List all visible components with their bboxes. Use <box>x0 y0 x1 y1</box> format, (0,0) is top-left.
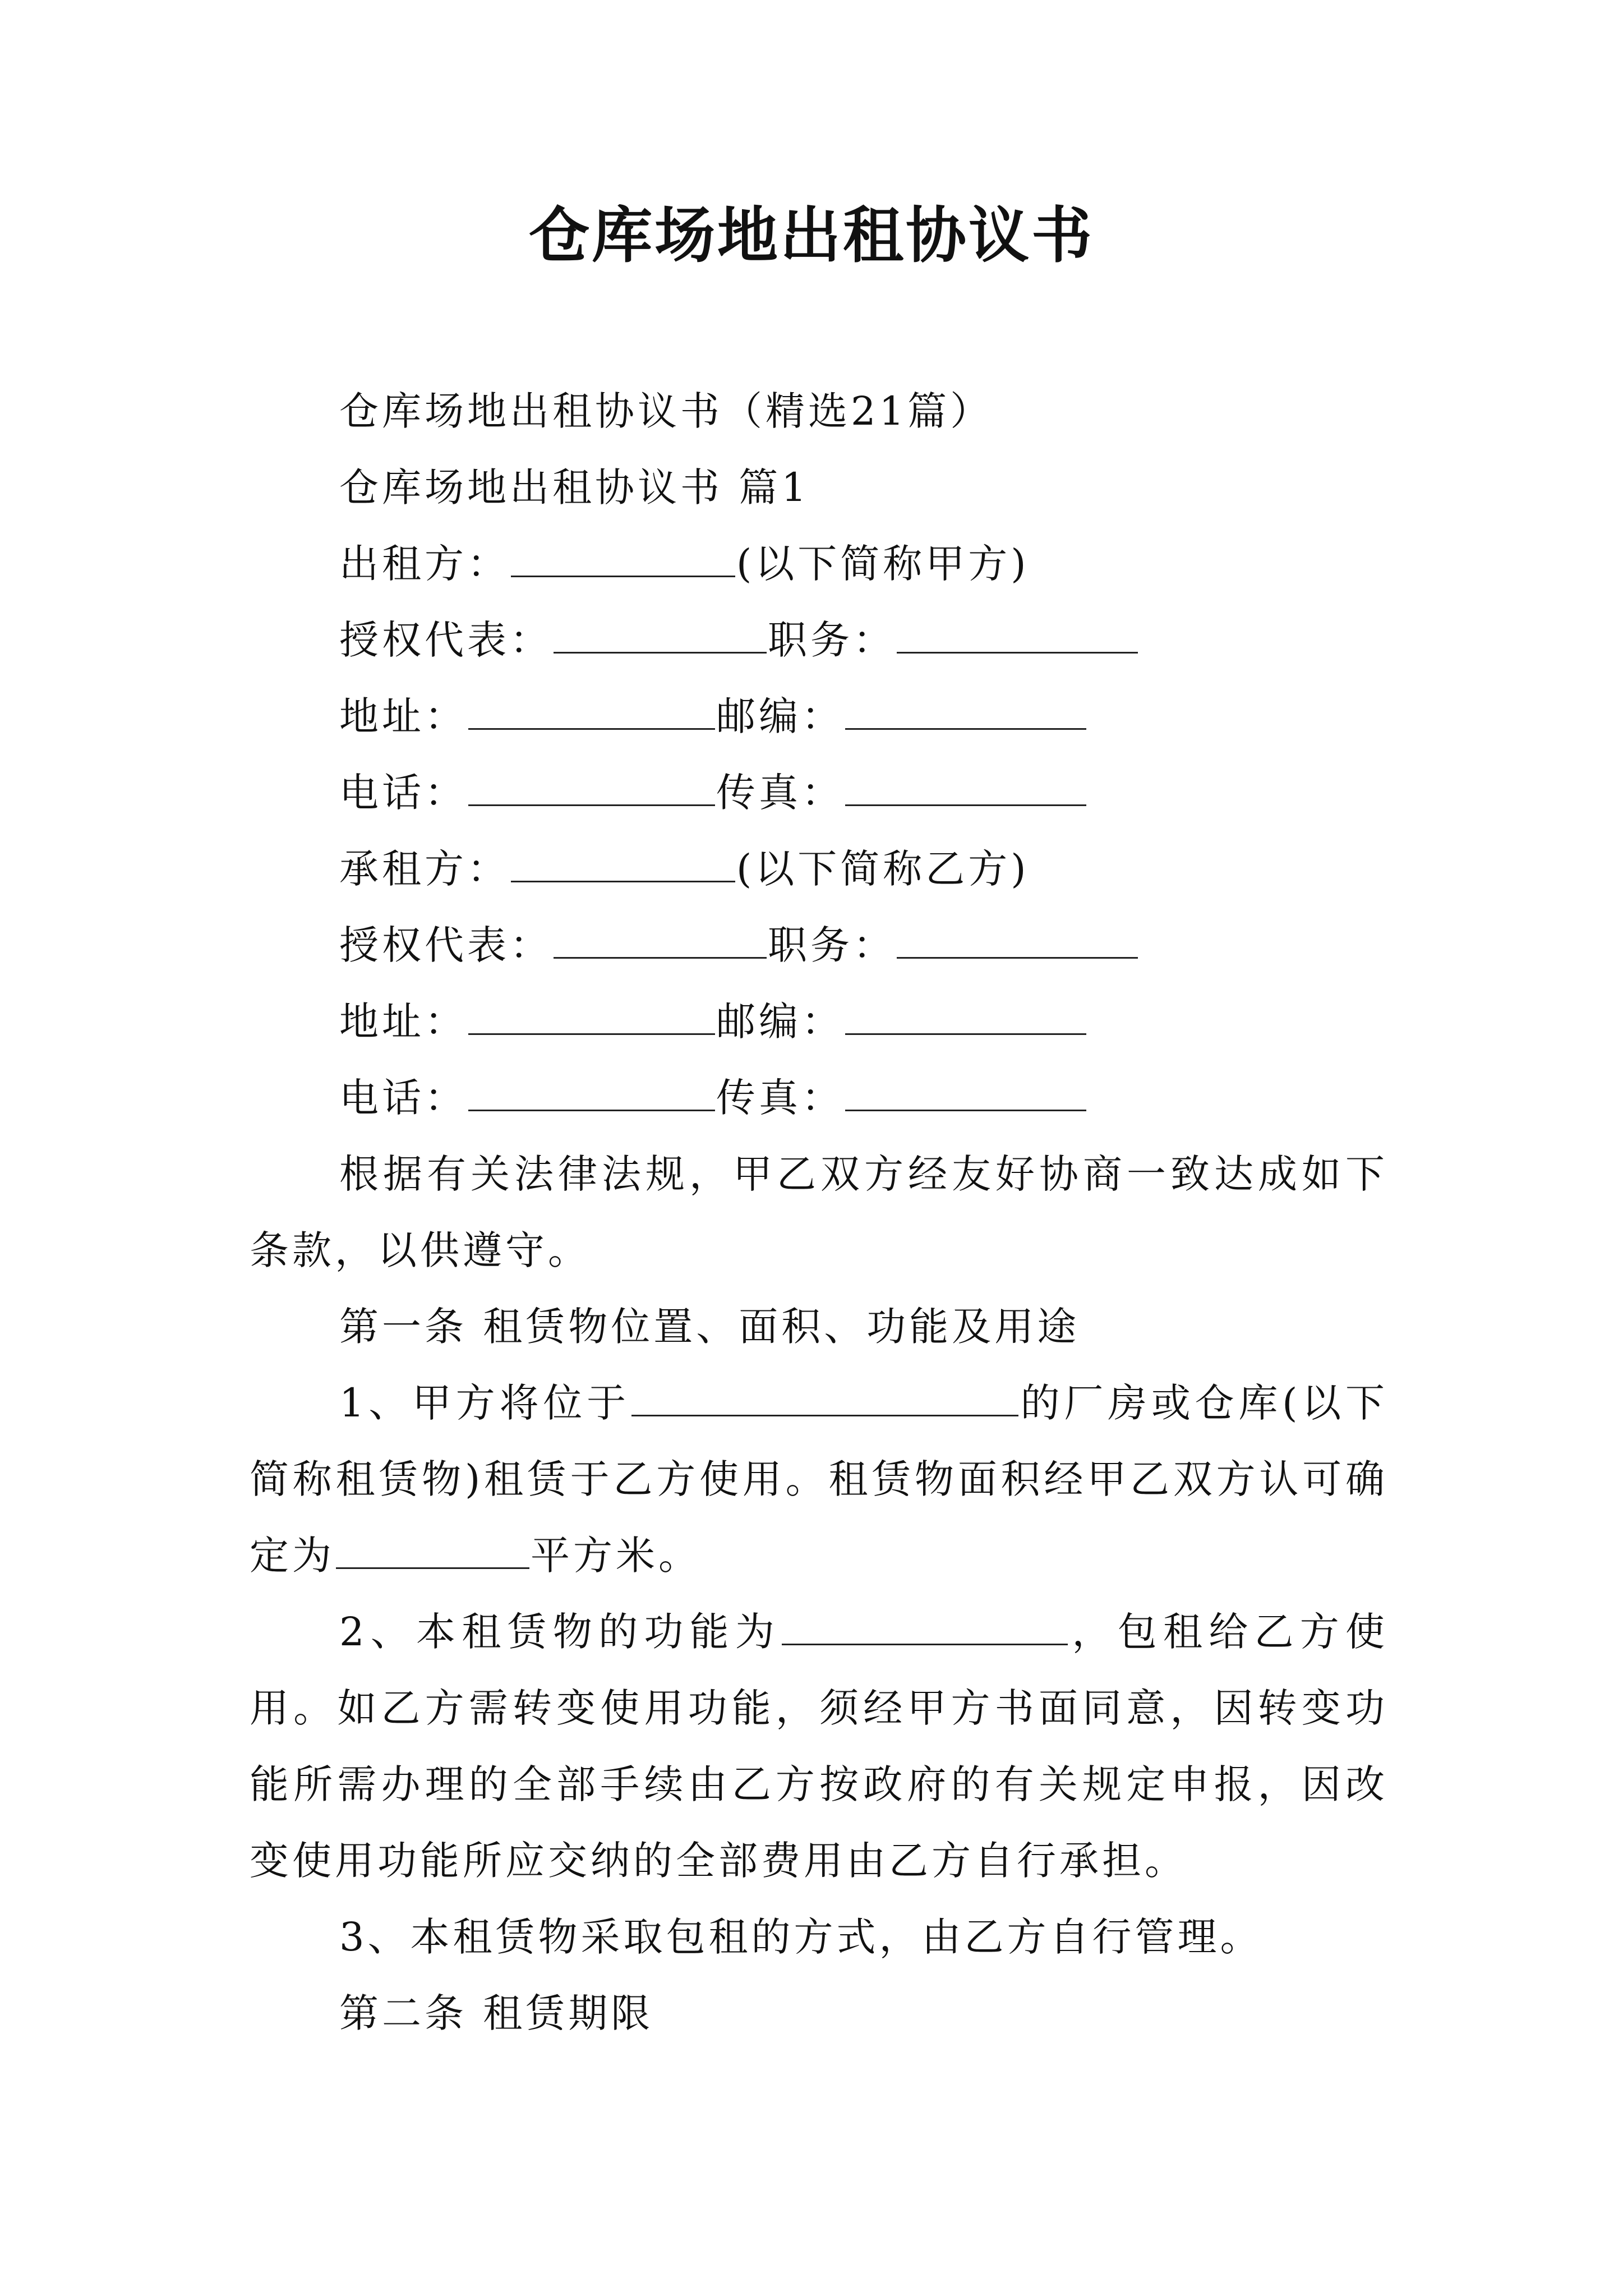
document-body <box>250 373 1388 2051</box>
lessee-address-label: 地址： <box>339 999 467 1045</box>
lessee-postcode-label: 邮编： <box>716 999 844 1045</box>
clause1-item1-text-c: 平方米。 <box>531 1533 701 1579</box>
clause1-item2-text-a: 2、本租赁物的功能为 <box>339 1609 781 1655</box>
lessor-position-blank <box>897 613 1138 654</box>
lessee-line <box>250 831 1388 907</box>
lessor-fax-label: 传真： <box>716 770 844 816</box>
lessee-label: 承租方： <box>339 846 510 892</box>
document-title: 仓库场地出租协议书 <box>528 200 1094 271</box>
lessor-suffix: (以下简称甲方) <box>736 541 1030 587</box>
lessor-phone-blank <box>468 765 715 806</box>
lessee-rep-line <box>250 907 1388 983</box>
lessee-address-blank <box>468 994 715 1035</box>
lessor-postcode-label: 邮编： <box>716 693 844 739</box>
lessor-phone-line <box>250 754 1388 831</box>
lessee-rep-blank <box>554 918 767 959</box>
clause1-item1-text-a: 1、甲方将位于 <box>339 1380 630 1426</box>
lessee-phone-line <box>250 1060 1388 1136</box>
article-heading: 仓库场地出租协议书 篇1 <box>339 464 810 510</box>
clause2-heading: 第二条 租赁期限 <box>339 1990 654 2036</box>
lessor-address-label: 地址： <box>339 693 467 739</box>
lessor-address-line <box>250 678 1388 754</box>
clause1-item3: 3、本租赁物采取包租的方式，由乙方自行管理。 <box>339 1914 1263 1960</box>
lessee-address-line <box>250 983 1388 1060</box>
clause1-heading: 第一条 租赁物位置、面积、功能及用途 <box>339 1304 1080 1350</box>
location-blank <box>631 1375 1018 1416</box>
lessor-rep-blank <box>554 613 767 654</box>
lessor-fax-blank <box>845 765 1086 806</box>
lessor-rep-line <box>250 602 1388 678</box>
lessee-fax-label: 传真： <box>716 1075 844 1121</box>
lessee-phone-blank <box>468 1070 715 1111</box>
clause1-item1-text-b: 的厂房或仓库(以下简称租赁物)租赁于乙方使用。租赁物面积经甲乙双方认可确定为 <box>250 1380 1388 1579</box>
area-blank <box>336 1528 529 1569</box>
lessor-postcode-blank <box>845 689 1086 730</box>
clause1-item1-paragraph <box>250 1365 1388 1594</box>
lessee-name-blank <box>511 841 735 882</box>
lessee-suffix: (以下简称乙方) <box>736 846 1030 892</box>
lessee-postcode-blank <box>845 994 1086 1035</box>
lessee-phone-label: 电话： <box>339 1075 467 1121</box>
lessee-fax-blank <box>845 1070 1086 1111</box>
lessor-line <box>250 526 1388 602</box>
function-blank <box>782 1604 1068 1645</box>
lessor-label: 出租方： <box>339 541 510 587</box>
lessor-position-label: 职务： <box>768 617 896 663</box>
lessor-phone-label: 电话： <box>339 770 467 816</box>
document-subtitle: 仓库场地出租协议书（精选21篇） <box>339 388 993 434</box>
lessee-position-label: 职务： <box>768 922 896 968</box>
clause1-item2-text-b: ，包租给乙方使用。如乙方需转变使用功能，须经甲方书面同意，因转变功能所需办理的全部手续由乙方按政府的有关规定申报，因改变使用功能所应交纳的全部费用由乙方自行承担。 <box>250 1609 1388 1884</box>
lessor-address-blank <box>468 689 715 730</box>
lessee-position-blank <box>897 918 1138 959</box>
lessor-name-blank <box>511 536 735 577</box>
lessor-rep-label: 授权代表： <box>339 617 552 663</box>
lessee-rep-label: 授权代表： <box>339 922 552 968</box>
clause1-item2-paragraph <box>250 1594 1388 1899</box>
preamble-paragraph: 根据有关法律法规，甲乙双方经友好协商一致达成如下条款，以供遵守。 <box>250 1151 1388 1273</box>
